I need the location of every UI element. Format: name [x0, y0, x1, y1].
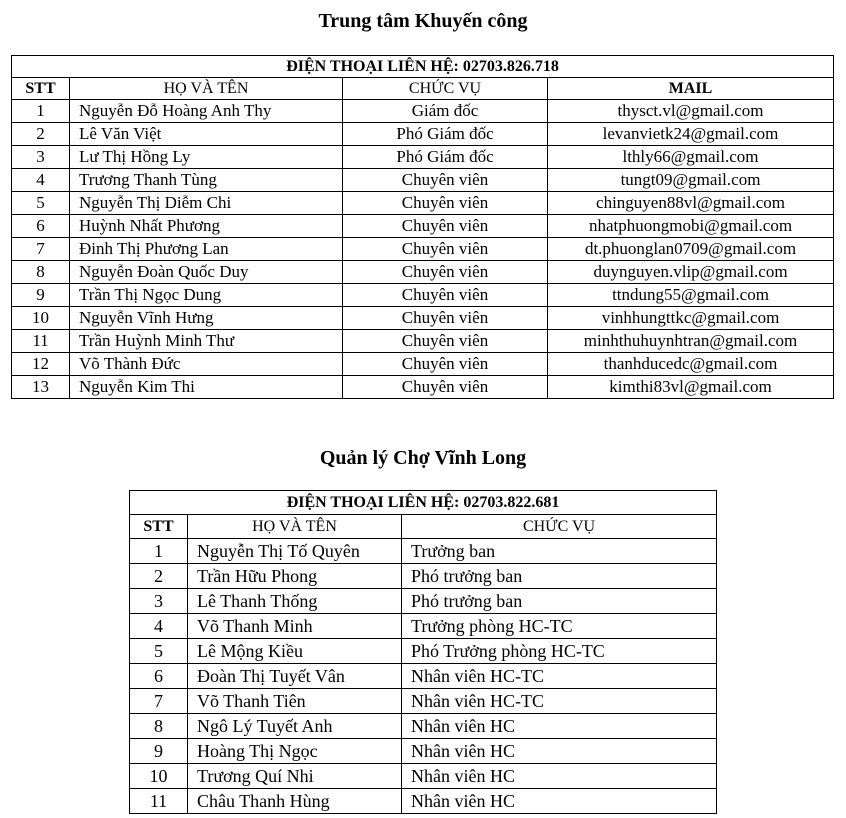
cell-stt: 9 [12, 284, 70, 307]
cell-position: Chuyên viên [343, 353, 548, 376]
table-row [12, 376, 834, 399]
cell-mail[interactable]: vinhhungttkc@gmail.com [548, 307, 834, 330]
cell-name: Nguyễn Đoàn Quốc Duy [70, 261, 343, 284]
table-row [12, 169, 834, 192]
cell-mail[interactable]: chinguyen88vl@gmail.com [548, 192, 834, 215]
cell-position: Chuyên viên [343, 238, 548, 261]
cell-name: Trần Huỳnh Minh Thư [70, 330, 343, 353]
cell-position: Chuyên viên [343, 169, 548, 192]
cell-stt: 11 [130, 789, 188, 814]
cell-position: Phó trưởng ban [402, 589, 717, 614]
cell-stt: 3 [12, 146, 70, 169]
cell-stt: 1 [130, 539, 188, 564]
header-stt: STT [130, 515, 188, 539]
table-row [12, 307, 834, 330]
cell-stt: 6 [12, 215, 70, 238]
table-row [12, 284, 834, 307]
cell-position: Chuyên viên [343, 215, 548, 238]
cell-stt: 11 [12, 330, 70, 353]
table-row [12, 238, 834, 261]
cell-stt: 1 [12, 100, 70, 123]
cell-stt: 13 [12, 376, 70, 399]
header-name: HỌ VÀ TÊN [70, 78, 343, 100]
cell-mail[interactable]: lthly66@gmail.com [548, 146, 834, 169]
section1-phone: ĐIỆN THOẠI LIÊN HỆ: 02703.826.718 [12, 56, 834, 78]
cell-stt: 10 [130, 764, 188, 789]
cell-name: Đinh Thị Phương Lan [70, 238, 343, 261]
table-row [12, 146, 834, 169]
table-row [12, 261, 834, 284]
cell-position: Phó Giám đốc [343, 123, 548, 146]
khuyen-cong-rows [12, 100, 834, 399]
cell-stt: 8 [12, 261, 70, 284]
cell-position: Chuyên viên [343, 192, 548, 215]
cell-stt: 12 [12, 353, 70, 376]
khuyen-cong-table [11, 55, 834, 399]
header-name: HỌ VÀ TÊN [188, 515, 402, 539]
header-mail: MAIL [548, 78, 834, 100]
table-row [130, 714, 717, 739]
cell-stt: 7 [12, 238, 70, 261]
cell-name: Nguyễn Kim Thi [70, 376, 343, 399]
table-row [12, 353, 834, 376]
cell-position: Phó trưởng ban [402, 564, 717, 589]
cell-position: Chuyên viên [343, 261, 548, 284]
cell-stt: 5 [130, 639, 188, 664]
cell-name: Trương Quí Nhi [188, 764, 402, 789]
table-row [130, 539, 717, 564]
cell-name: Nguyễn Thị Tố Quyên [188, 539, 402, 564]
cell-stt: 10 [12, 307, 70, 330]
cell-name: Hoàng Thị Ngọc [188, 739, 402, 764]
table-row [130, 614, 717, 639]
cell-name: Võ Thành Đức [70, 353, 343, 376]
table-row [12, 100, 834, 123]
table-row [130, 739, 717, 764]
cell-stt: 4 [130, 614, 188, 639]
table-row [12, 330, 834, 353]
cell-stt: 6 [130, 664, 188, 689]
cell-name: Ngô Lý Tuyết Anh [188, 714, 402, 739]
cell-position: Chuyên viên [343, 376, 548, 399]
cell-name: Võ Thanh Tiên [188, 689, 402, 714]
cell-position: Nhân viên HC [402, 789, 717, 814]
cell-mail[interactable]: thysct.vl@gmail.com [548, 100, 834, 123]
cell-mail[interactable]: levanvietk24@gmail.com [548, 123, 834, 146]
cell-position: Giám đốc [343, 100, 548, 123]
header-position: CHỨC VỤ [343, 78, 548, 100]
table-row [130, 564, 717, 589]
cell-stt: 2 [12, 123, 70, 146]
cell-name: Võ Thanh Minh [188, 614, 402, 639]
cell-mail[interactable]: kimthi83vl@gmail.com [548, 376, 834, 399]
cell-name: Nguyễn Đỗ Hoàng Anh Thy [70, 100, 343, 123]
cell-name: Trương Thanh Tùng [70, 169, 343, 192]
cell-position: Phó Trưởng phòng HC-TC [402, 639, 717, 664]
cell-stt: 4 [12, 169, 70, 192]
table-row [130, 589, 717, 614]
cell-name: Châu Thanh Hùng [188, 789, 402, 814]
cho-vinh-long-table [129, 490, 717, 814]
cell-position: Nhân viên HC-TC [402, 689, 717, 714]
cell-position: Nhân viên HC [402, 739, 717, 764]
cell-name: Lê Mộng Kiều [188, 639, 402, 664]
cell-stt: 7 [130, 689, 188, 714]
cell-name: Lê Thanh Thống [188, 589, 402, 614]
cell-position: Phó Giám đốc [343, 146, 548, 169]
cell-name: Trần Thị Ngọc Dung [70, 284, 343, 307]
cell-name: Nguyễn Thị Diễm Chi [70, 192, 343, 215]
cell-stt: 2 [130, 564, 188, 589]
cell-name: Lê Văn Việt [70, 123, 343, 146]
cell-position: Chuyên viên [343, 330, 548, 353]
cell-position: Trưởng ban [402, 539, 717, 564]
cell-mail[interactable]: ttndung55@gmail.com [548, 284, 834, 307]
section1-title: Trung tâm Khuyến công [318, 10, 528, 32]
cell-mail[interactable]: minhthuhuynhtran@gmail.com [548, 330, 834, 353]
table-row [130, 764, 717, 789]
cell-position: Trưởng phòng HC-TC [402, 614, 717, 639]
table-row [130, 664, 717, 689]
cell-stt: 9 [130, 739, 188, 764]
table-row [130, 689, 717, 714]
cell-name: Đoàn Thị Tuyết Vân [188, 664, 402, 689]
cell-name: Lư Thị Hồng Ly [70, 146, 343, 169]
table-row [12, 192, 834, 215]
table-row [130, 789, 717, 814]
cell-stt: 8 [130, 714, 188, 739]
header-stt: STT [12, 78, 70, 100]
cell-position: Nhân viên HC-TC [402, 664, 717, 689]
cell-position: Nhân viên HC [402, 764, 717, 789]
section2-phone: ĐIỆN THOẠI LIÊN HỆ: 02703.822.681 [130, 491, 717, 515]
cell-name: Huỳnh Nhất Phương [70, 215, 343, 238]
cell-position: Nhân viên HC [402, 714, 717, 739]
cell-name: Nguyễn Vĩnh Hưng [70, 307, 343, 330]
cell-mail[interactable]: nhatphuongmobi@gmail.com [548, 215, 834, 238]
header-position: CHỨC VỤ [402, 515, 717, 539]
cell-stt: 5 [12, 192, 70, 215]
cell-name: Trần Hữu Phong [188, 564, 402, 589]
cell-mail[interactable]: duynguyen.vlip@gmail.com [548, 261, 834, 284]
table-row [12, 123, 834, 146]
table-row [130, 639, 717, 664]
table-row [12, 215, 834, 238]
cell-mail[interactable]: tungt09@gmail.com [548, 169, 834, 192]
section2-title: Quản lý Chợ Vĩnh Long [319, 447, 527, 469]
cell-mail[interactable]: dt.phuonglan0709@gmail.com [548, 238, 834, 261]
cell-position: Chuyên viên [343, 284, 548, 307]
cho-vinh-long-rows [130, 539, 717, 814]
cell-position: Chuyên viên [343, 307, 548, 330]
cell-stt: 3 [130, 589, 188, 614]
cell-mail[interactable]: thanhducedc@gmail.com [548, 353, 834, 376]
